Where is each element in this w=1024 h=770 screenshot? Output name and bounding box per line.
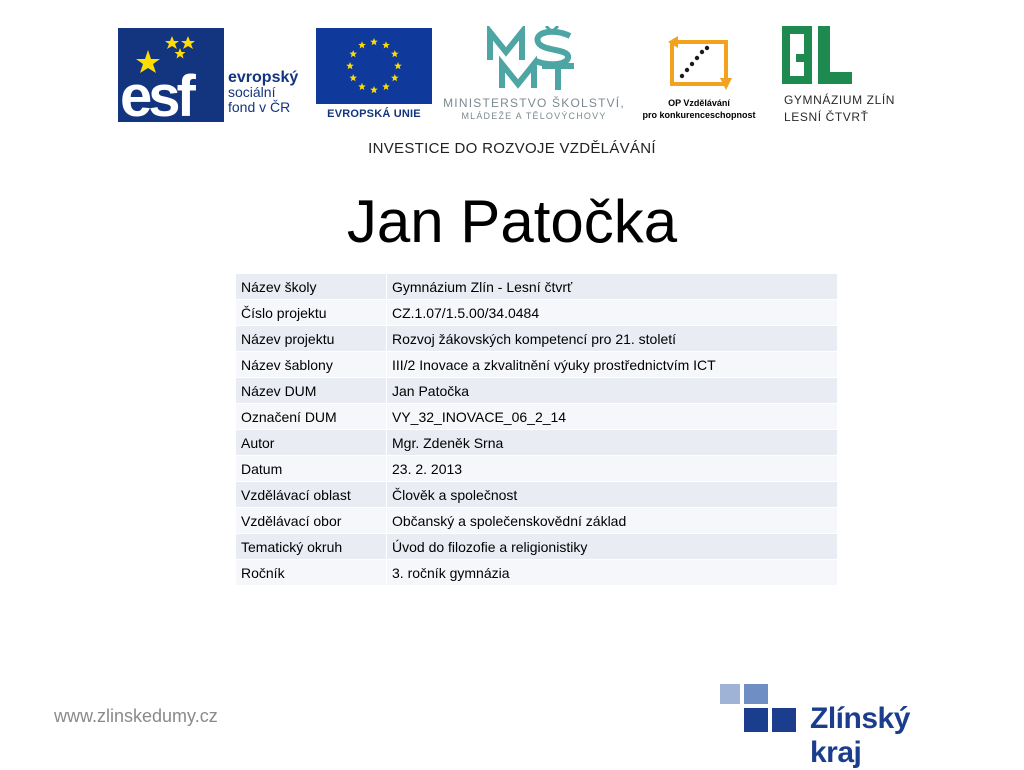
table-key-cell: Ročník	[236, 560, 387, 586]
eu-logo	[316, 28, 432, 124]
table-row	[236, 300, 838, 326]
table-value-cell: Rozvoj žákovských kompetencí pro 21. století	[387, 326, 838, 352]
op-logo-mark	[662, 32, 736, 96]
info-table	[235, 273, 838, 586]
gymnazium-line-1: GYMNÁZIUM ZLÍN	[784, 93, 896, 107]
table-key-cell: Název školy	[236, 274, 387, 300]
gymnazium-logo	[782, 26, 922, 126]
table-key-cell: Datum	[236, 456, 387, 482]
gymnazium-logo-mark	[782, 26, 856, 86]
table-value-cell: Občanský a společenskovědní základ	[387, 508, 838, 534]
table-row	[236, 534, 838, 560]
msmt-line-1: MINISTERSTVO ŠKOLSTVÍ,	[443, 96, 625, 110]
table-row	[236, 326, 838, 352]
table-key-cell: Vzdělávací oblast	[236, 482, 387, 508]
table-key-cell: Název šablony	[236, 352, 387, 378]
table-key-cell: Název DUM	[236, 378, 387, 404]
table-value-cell: Člověk a společnost	[387, 482, 838, 508]
zlinsky-kraj-logo	[718, 682, 968, 769]
table-key-cell: Tematický okruh	[236, 534, 387, 560]
investice-tagline: INVESTICE DO ROZVOJE VZDĚLÁVÁNÍ	[368, 140, 656, 157]
kraj-name: Zlínský kraj	[810, 702, 910, 769]
op-line-2: pro konkurenceschopnost	[642, 110, 756, 120]
table-value-cell: 3. ročník gymnázia	[387, 560, 838, 586]
logo-bar	[0, 0, 1024, 140]
msmt-logo-mark	[484, 26, 584, 92]
table-value-cell: Mgr. Zdeněk Srna	[387, 430, 838, 456]
table-value-cell: CZ.1.07/1.5.00/34.0484	[387, 300, 838, 326]
kraj-square-icon	[772, 708, 796, 732]
table-value-cell: III/2 Inovace a zkvalitnění výuky prostřednictvím ICT	[387, 352, 838, 378]
table-row	[236, 560, 838, 586]
table-key-cell: Číslo projektu	[236, 300, 387, 326]
page-title: Jan Patočka	[346, 188, 678, 255]
table-value-cell: Úvod do filozofie a religionistiky	[387, 534, 838, 560]
table-row	[236, 482, 838, 508]
table-key-cell: Označení DUM	[236, 404, 387, 430]
footer-url: www.zlinskedumy.cz	[54, 706, 218, 726]
table-key-cell: Vzdělávací obor	[236, 508, 387, 534]
kraj-square-icon	[744, 684, 768, 704]
kraj-square-icon	[720, 684, 740, 704]
msmt-line-2: MLÁDEŽE A TĚLOVÝCHOVY	[461, 111, 607, 121]
table-row	[236, 378, 838, 404]
msmt-logo	[436, 26, 632, 126]
table-row	[236, 404, 838, 430]
esf-logo-mark	[118, 28, 224, 122]
esf-line-1: evropský	[228, 69, 299, 86]
table-row	[236, 456, 838, 482]
table-row	[236, 430, 838, 456]
table-key-cell: Název projektu	[236, 326, 387, 352]
table-key-cell: Autor	[236, 430, 387, 456]
table-value-cell: Jan Patočka	[387, 378, 838, 404]
esf-line-3: fond v ČR	[228, 99, 291, 115]
eu-label: EVROPSKÁ UNIE	[327, 108, 421, 120]
op-logo	[634, 32, 764, 126]
svg-text:esf: esf	[120, 64, 192, 122]
gymnazium-line-2: LESNÍ ČTVRŤ	[784, 110, 869, 124]
esf-line-2: sociální	[228, 84, 276, 100]
table-row	[236, 274, 838, 300]
esf-logo-text	[228, 70, 298, 115]
op-line-1: OP Vzdělávání	[668, 98, 730, 108]
table-value-cell: 23. 2. 2013	[387, 456, 838, 482]
table-value-cell: VY_32_INOVACE_06_2_14	[387, 404, 838, 430]
table-row	[236, 352, 838, 378]
table-value-cell: Gymnázium Zlín - Lesní čtvrť	[387, 274, 838, 300]
eu-flag-icon	[316, 28, 432, 104]
table-row	[236, 508, 838, 534]
esf-logo	[118, 28, 308, 124]
kraj-square-icon	[744, 708, 768, 732]
